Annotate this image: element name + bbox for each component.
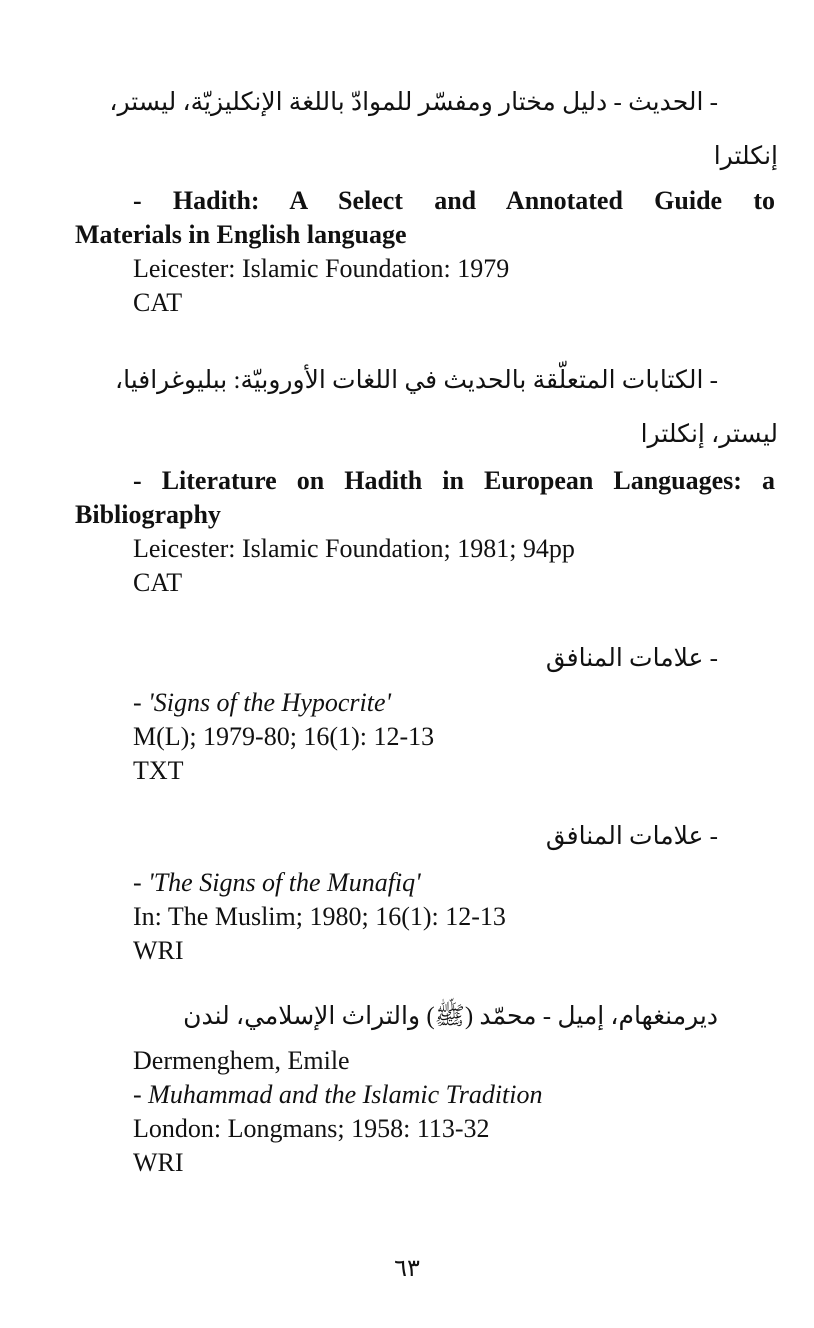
entry-4-publication: In: The Muslim; 1980; 16(1): 12-13	[133, 902, 506, 931]
entry-2-title-first-line: - Literature on Hadith in European Languages: a	[133, 466, 775, 495]
entry-1-title-first-line: - Hadith: A Select and Annotated Guide to	[133, 186, 775, 215]
entry-1-code: CAT	[133, 288, 183, 317]
entry-1-publication: Leicester: Islamic Foundation: 1979	[133, 254, 510, 283]
entry-2-code: CAT	[133, 568, 183, 597]
entry-5-code: WRI	[133, 1148, 184, 1177]
entry-5-arabic-line1: ديرمنغهام، إميل - محمّد (ﷺ) والتراث الإسلامي، لندن	[183, 1003, 718, 1030]
entry-4-code: WRI	[133, 936, 184, 965]
entry-5-author: Dermenghem, Emile	[133, 1046, 350, 1075]
entry-2-publication: Leicester: Islamic Foundation; 1981; 94pp	[133, 534, 575, 563]
entry-1-arabic-line1: - الحديث - دليل مختار ومفسّر للموادّ باللغة الإنكليزيّة، ليستر،	[109, 89, 718, 116]
entry-3-code: TXT	[133, 756, 184, 785]
entry-4-arabic-line1: - علامات المنافق	[545, 823, 718, 850]
page-number: ٦٣	[394, 1256, 420, 1282]
entry-2-arabic-line2: ليستر، إنكلترا	[640, 421, 778, 448]
entry-3-publication: M(L); 1979-80; 16(1): 12-13	[133, 722, 435, 751]
entry-5-publication: London: Longmans; 1958: 113-32	[133, 1114, 490, 1143]
entry-2-arabic-line1: - الكتابات المتعلّقة بالحديث في اللغات الأوروبيّة: ببليوغرافيا،	[115, 367, 718, 394]
entry-1-title	[75, 184, 775, 252]
entry-3-arabic-line1: - علامات المنافق	[545, 645, 718, 672]
entry-3-title: - 'Signs of the Hypocrite'	[133, 688, 392, 717]
entry-5-title: - Muhammad and the Islamic Tradition	[133, 1080, 543, 1109]
entry-4-title: - 'The Signs of the Munafiq'	[133, 868, 421, 897]
entry-1-arabic-line2: إنكلترا	[713, 143, 778, 170]
entry-2-title	[75, 464, 775, 532]
entry-2-title-second-line: Bibliography	[75, 500, 221, 529]
entry-1-title-second-line: Materials in English language	[75, 220, 407, 249]
